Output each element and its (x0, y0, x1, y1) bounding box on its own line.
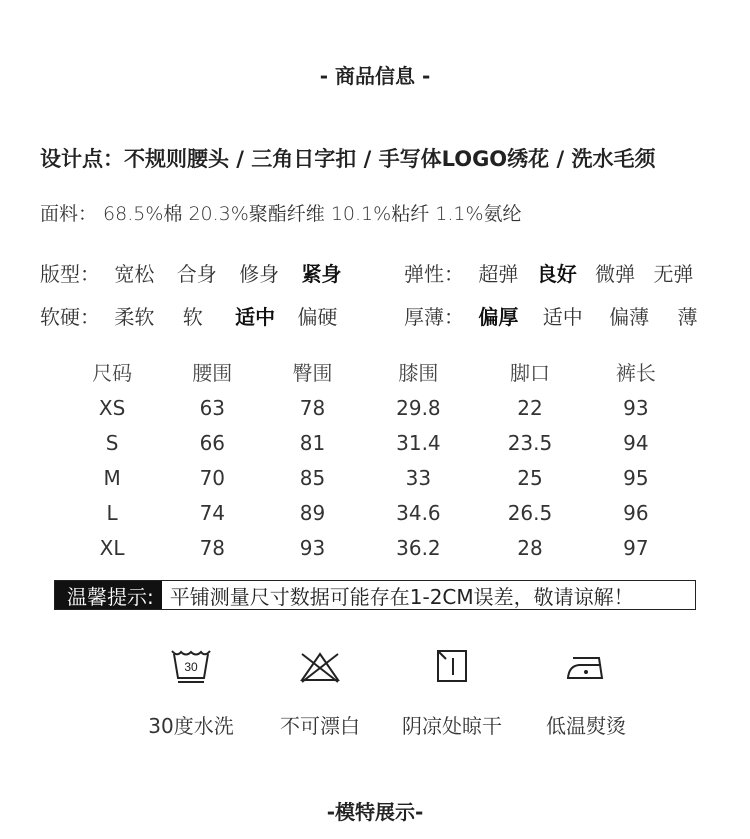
softness-option: 柔软 (114, 305, 155, 329)
care-label: 阴凉处晾干 (402, 714, 502, 738)
softness-option-selected: 适中 (235, 305, 276, 329)
cell: 25 (517, 465, 543, 490)
cell: 74 (199, 500, 226, 525)
cell-size: XL (99, 535, 125, 560)
col-header-knee: 膝围 (398, 360, 439, 385)
col-header-size: 尺码 (92, 360, 133, 385)
cell: 36.2 (396, 535, 441, 560)
cell: 31.4 (396, 430, 441, 455)
care-item-bleach (245, 648, 395, 739)
shade-dry-icon (431, 648, 473, 684)
cell: 66 (199, 430, 226, 455)
table-row (62, 530, 686, 565)
fit-option: 修身 (239, 262, 280, 286)
tip-text: 平铺测量尺寸数据可能存在1-2CM误差，敬请谅解！ (169, 584, 634, 609)
svg-text:30: 30 (184, 660, 198, 674)
thickness-option-selected: 偏厚 (478, 305, 519, 329)
cell: 78 (199, 535, 226, 560)
product-info-title: - 商品信息 - (319, 64, 431, 88)
care-label: 不可漂白 (280, 714, 360, 738)
size-table-header (62, 352, 686, 390)
cell: 97 (623, 535, 649, 560)
cell: 63 (199, 395, 226, 420)
cell: 23.5 (507, 430, 553, 455)
cell: 33 (405, 465, 432, 490)
care-item-dry (377, 648, 527, 739)
care-label: 低温熨烫 (546, 714, 626, 738)
care-item-iron (511, 648, 661, 739)
attr-elasticity-label: 弹性： (404, 262, 464, 286)
table-row (62, 425, 686, 460)
cell: 34.6 (396, 500, 441, 525)
cell: 29.8 (396, 395, 441, 420)
elasticity-option: 无弹 (653, 262, 694, 286)
model-display-title: -模特展示- (326, 800, 424, 824)
cell-size: S (105, 430, 119, 455)
table-row (62, 495, 686, 530)
cell: 28 (517, 535, 543, 560)
softness-option: 软 (182, 305, 203, 329)
thickness-option: 偏薄 (609, 305, 650, 329)
attr-softness (40, 301, 353, 330)
cell-size: M (103, 465, 121, 490)
attr-thickness (404, 301, 697, 330)
thickness-option: 适中 (542, 305, 583, 329)
cell: 89 (299, 500, 326, 525)
table-row (62, 390, 686, 425)
cell-size: XS (98, 395, 126, 420)
fabric-composition: 面料： 68.5%棉 20.3%聚酯纤维 10.1%粘纤 1.1%氨纶 (40, 203, 522, 225)
cell: 81 (299, 430, 326, 455)
attr-fit-label: 版型： (40, 262, 100, 286)
no-bleach-icon (299, 648, 341, 684)
table-row (62, 460, 686, 495)
tip-label: 温馨提示: (55, 581, 162, 609)
fit-option: 合身 (176, 262, 217, 286)
elasticity-option-selected: 良好 (536, 262, 577, 286)
cell-size: L (106, 500, 118, 525)
attr-elasticity (404, 258, 693, 287)
cell: 94 (623, 430, 649, 455)
col-header-waist: 腰围 (192, 360, 233, 385)
measurement-tip (54, 580, 696, 610)
fit-option: 宽松 (114, 262, 155, 286)
care-label: 30度水洗 (148, 714, 234, 738)
cell: 93 (623, 395, 649, 420)
cell: 95 (623, 465, 649, 490)
col-header-leg-opening: 脚口 (509, 360, 550, 385)
attr-fit (40, 258, 357, 287)
attr-thickness-label: 厚薄： (404, 305, 464, 329)
elasticity-option: 超弹 (478, 262, 519, 286)
cell: 26.5 (507, 500, 553, 525)
col-header-length: 裤长 (615, 360, 656, 385)
fit-option-selected: 紧身 (301, 262, 342, 286)
softness-option: 偏硬 (297, 305, 338, 329)
cell: 96 (623, 500, 649, 525)
cell: 93 (299, 535, 326, 560)
design-points: 设计点：不规则腰头 / 三角日字扣 / 手写体LOGO绣花 / 洗水毛须 (40, 147, 656, 171)
cell: 78 (299, 395, 326, 420)
attr-softness-label: 软硬： (40, 305, 100, 329)
size-table (62, 352, 686, 565)
cell: 70 (199, 465, 226, 490)
cell: 22 (517, 395, 543, 420)
care-item-wash (116, 648, 266, 739)
elasticity-option: 微弹 (595, 262, 636, 286)
thickness-option: 薄 (677, 305, 698, 329)
wash-30-icon (170, 648, 212, 684)
cell: 85 (299, 465, 326, 490)
iron-low-icon (565, 648, 607, 684)
col-header-hip: 臀围 (292, 360, 333, 385)
